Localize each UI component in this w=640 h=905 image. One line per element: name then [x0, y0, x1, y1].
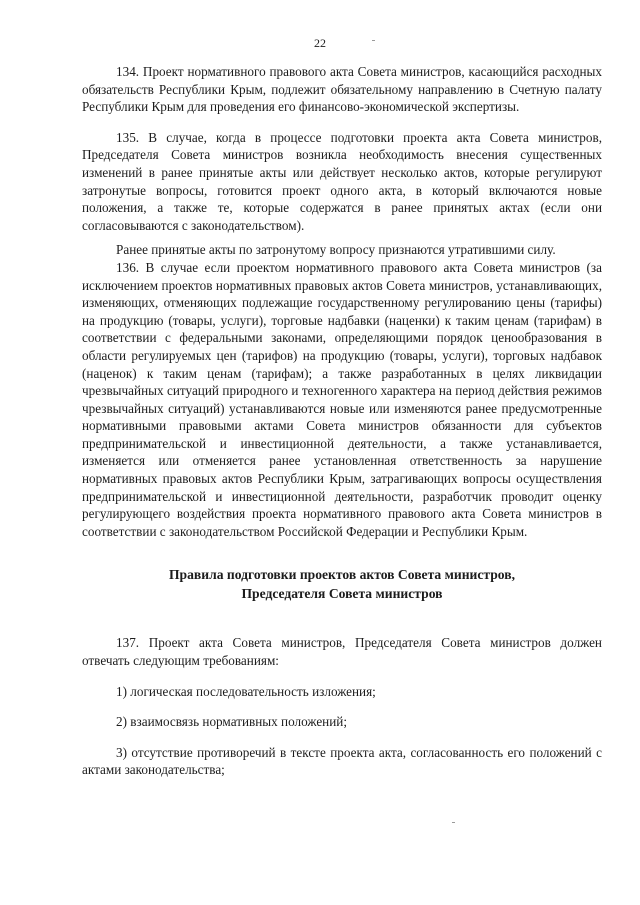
- page-number: 22: [314, 36, 326, 50]
- section-heading: [82, 566, 602, 603]
- paragraph-135: 135. В случае, когда в процессе подготовки проекта акта Совета министров, Председателя Совета министров возникла необходимость внесения существенных изменений в ранее принятые акты или действует несколько актов, которые регулируют затронутые вопросы, готовится проект одного акта, в который включаются новые положения, а также те, которые содержатся в ранее принятых актах (если они согласовываются с законодательством).: [82, 129, 602, 233]
- section-heading-line-1: Правила подготовки проектов актов Совета министров,: [168, 567, 515, 583]
- rule-item-3: 3) отсутствие противоречий в тексте проекта акта, согласованность его положений с актами законодательства;: [82, 744, 602, 778]
- document-body: [82, 63, 602, 779]
- rule-item-1: 1) логическая последовательность изложения;: [116, 683, 376, 699]
- paragraph-repeal-note: Ранее принятые акты по затронутому вопросу признаются утратившими силу.: [116, 242, 556, 258]
- section-heading-line-2: Председателя Совета министров: [241, 585, 443, 601]
- scan-speck: [372, 40, 375, 41]
- paragraph-136: 136. В случае если проектом нормативного правового акта Совета министров (за исключением проектов нормативных правовых актов Совета министров, устанавливающих, изменяющих, отменяющих подлежащие государственному регулированию цены (тарифы) на продукцию (товары, услуги), торговые надбавки (наценки) к таким ценам (тарифам) в соответствии с федеральными законами, определяющими порядок ценообразования в области регулируемых цен (тарифов) на продукцию (товары, услуги), торговых надбавок (наценок) к таким ценам (тарифам); а также разработанных в целях ликвидации чрезвычайных ситуаций природного и техногенного характера на период действия режимов чрезвычайных ситуаций) устанавливаются новые или изменяются ранее предусмотренные нормативными правовыми актами Совета министров обязанности для субъектов предпринимательской и инвестиционной деятельности, а также устанавливается, изменяется или отменяется ранее установленная ответственность за нарушение нормативных правовых актов Республики Крым, затрагивающих вопросы осуществления предпринимательской и инвестиционной деятельности, разработчик проводит оценку регулирующего воздействия проекта нормативного правового акта Совета министров в соответствии с законодательством Российской Федерации и Республики Крым.: [82, 259, 602, 539]
- paragraph-137: 137. Проект акта Совета министров, Председателя Совета министров должен отвечать следующим требованиям:: [82, 635, 602, 669]
- scan-speck: [452, 822, 455, 823]
- rule-item-2: 2) взаимосвязь нормативных положений;: [116, 714, 348, 730]
- paragraph-134: 134. Проект нормативного правового акта Совета министров, касающийся расходных обязательств Республики Крым, подлежит обязательному направлению в Счетную палату Республики Крым для проведения его финансово-экономической экспертизы.: [82, 64, 602, 115]
